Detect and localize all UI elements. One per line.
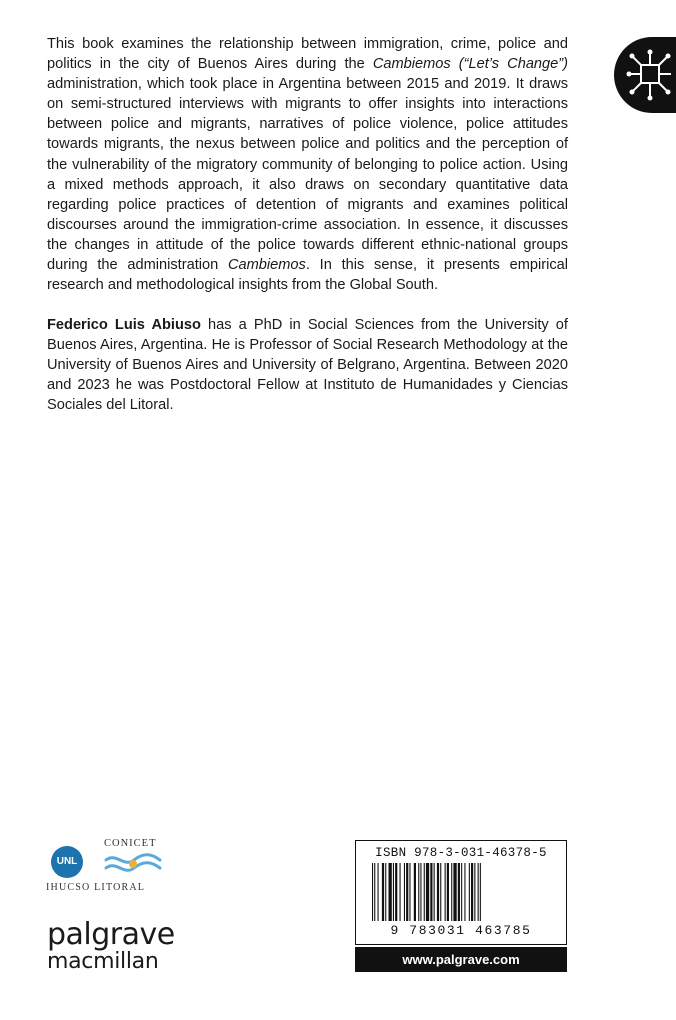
description-text-1: This book examines the relationship between immigration, crime, police and politics in the city of Buenos Aires during the bbox=[47, 36, 568, 73]
publisher-logo bbox=[47, 917, 175, 974]
ihucso-litoral-label: IHUCSO LITORAL bbox=[46, 882, 146, 893]
author-bio bbox=[47, 315, 568, 415]
isbn-barcode-box bbox=[355, 840, 567, 945]
book-description bbox=[47, 34, 568, 295]
conicet-logo-icon bbox=[102, 850, 164, 876]
description-text-2: administration, which took place in Argentina between 2015 and 2019. It draws on semi-structured interviews with migrants to offer insights into interactions between police and migrants, narratives of police violence, police attitudes towards migrants, the nexus between police and politics and the perception of the vulnerability of the migratory community of belonging to police action. Using a mixed methods approach, it also draws on secondary quantitative data regarding police practices of detention of migrants and examines political discourses around the immigration-crime association. In essence, it discusses the changes in attitude of the police towards different ethnic-national groups during the administration bbox=[47, 76, 568, 274]
publisher-line-1: palgrave bbox=[47, 917, 175, 952]
publisher-url[interactable]: www.palgrave.com bbox=[355, 947, 567, 972]
description-italic-1: Cambiemos (“Let’s Change”) bbox=[372, 56, 569, 73]
publisher-line-2: macmillan bbox=[47, 949, 159, 974]
series-badge bbox=[614, 37, 676, 113]
isbn-label: ISBN 978-3-031-46378-5 bbox=[375, 846, 547, 860]
description-italic-2: Cambiemos bbox=[227, 257, 306, 274]
barcode-image bbox=[372, 863, 550, 923]
author-name: Federico Luis Abiuso bbox=[47, 317, 201, 333]
barcode-digits: 9 783031 463785 bbox=[390, 923, 532, 938]
author-bio-text: has a PhD in Social Sciences from the University of Buenos Aires, Argentina. He is Professor of Social Research Methodology at the University of Buenos Aires and University of Belgrano, Argentina. Between 2020 and 2023 he was Postdoctoral Fellow at Instituto de Humanidades y Ciencias Sociales del Litoral. bbox=[47, 317, 568, 414]
conicet-label: CONICET bbox=[104, 838, 157, 849]
description-text-3: . In this sense, it presents empirical research and methodological insights from the Global South. bbox=[47, 257, 568, 294]
unl-logo: UNL bbox=[51, 846, 83, 878]
institution-logos bbox=[46, 838, 176, 898]
circuit-network-icon bbox=[626, 47, 676, 103]
